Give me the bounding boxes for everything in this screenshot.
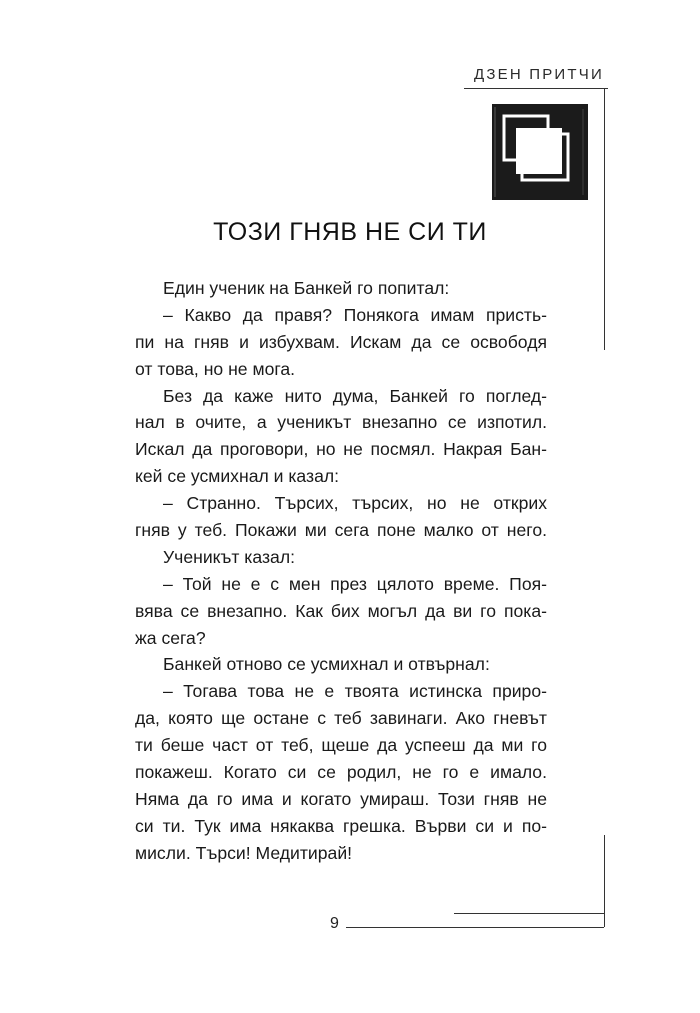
side-rule-bottom xyxy=(604,835,605,927)
text-line: Банкей отново се усмихнал и отвърнал: xyxy=(163,654,490,675)
text-line: да, която ще остане с теб завинаги. Ако гневът xyxy=(135,708,547,729)
footer-rule xyxy=(346,927,604,928)
story-title: ТОЗИ ГНЯВ НЕ СИ ТИ xyxy=(213,218,487,246)
text-line: жа сега? xyxy=(135,627,206,648)
text-line: Ученикът казал: xyxy=(163,546,295,567)
text-line: – Странно. Търсих, търсих, но не открих xyxy=(163,493,547,514)
overlapping-squares-emblem-icon xyxy=(492,104,588,200)
header-rule xyxy=(464,88,608,89)
text-line: Няма да го има и когато умираш. Този гняв не xyxy=(135,788,547,809)
story-body xyxy=(135,275,547,867)
side-rule-top xyxy=(604,88,605,350)
footer-rule-short xyxy=(454,913,604,914)
text-line: нал в очите, а ученикът внезапно се изпотил. xyxy=(135,412,547,433)
text-line: – Какво да правя? Понякога имам присть- xyxy=(163,304,547,325)
page-number: 9 xyxy=(330,915,339,932)
text-line: покажеш. Когато си се родил, не го е имало. xyxy=(135,762,547,783)
text-line: ти беше част от теб, щеше да успееш да ми го xyxy=(135,735,547,756)
text-line: мисли. Търси! Медитирай! xyxy=(135,842,353,863)
text-line: Един ученик на Банкей го попитал: xyxy=(163,278,450,298)
text-line: Искал да проговори, но не посмял. Накрая Бан- xyxy=(135,439,547,460)
text-line: гняв у теб. Покажи ми сега поне малко от него. xyxy=(135,520,547,541)
text-line: Без да каже нито дума, Банкей го поглед- xyxy=(163,385,547,406)
text-line: – Тогава това не е твоята истинска приро- xyxy=(163,681,547,702)
text-line: – Той не е с мен през цялото време. Поя- xyxy=(163,573,547,594)
running-head: ДЗЕН ПРИТЧИ xyxy=(474,66,604,83)
text-line: си ти. Тук има някаква грешка. Върви си и по- xyxy=(135,815,547,836)
text-line: вява се внезапно. Как бих могъл да ви го пока- xyxy=(135,600,547,621)
text-line: кей се усмихнал и казал: xyxy=(135,466,340,487)
text-line: от това, но не мога. xyxy=(135,358,296,379)
text-line: пи на гняв и избухвам. Искам да се освободя xyxy=(135,331,547,352)
